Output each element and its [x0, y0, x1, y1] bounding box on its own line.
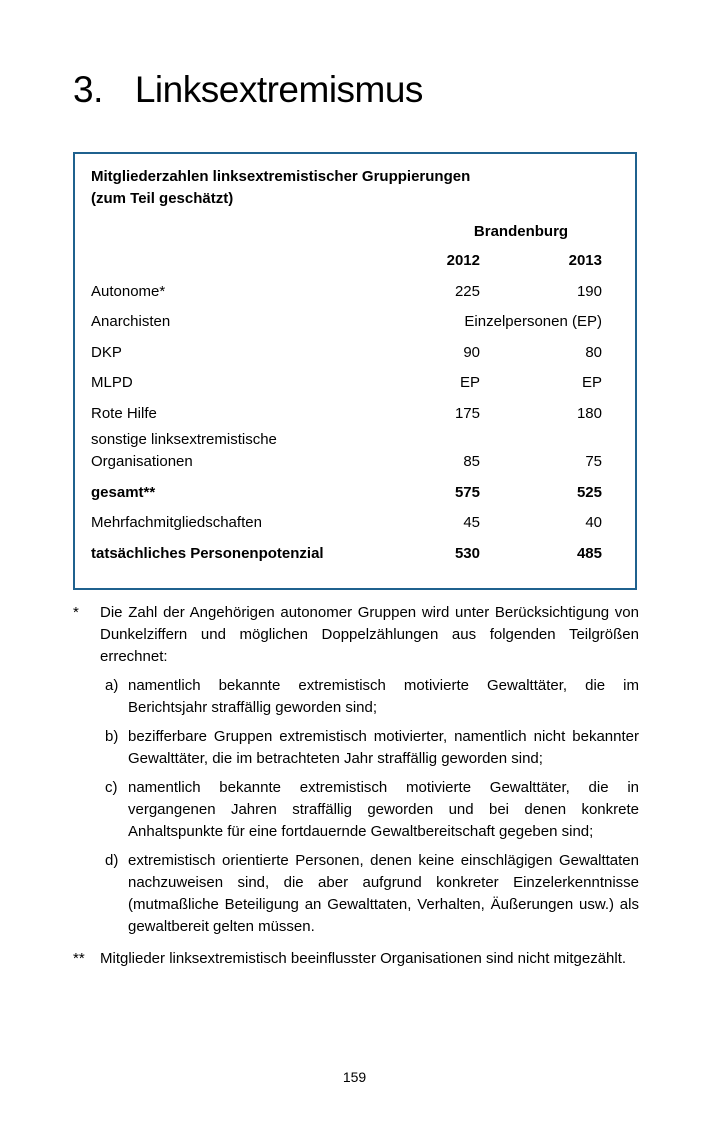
row-label: Rote Hilfe [91, 404, 157, 422]
region-header: Brandenburg [473, 223, 569, 240]
row-label [91, 429, 388, 473]
row-value-2012: 90 [463, 343, 480, 361]
item-marker: d) [105, 852, 119, 869]
row-label-line1: sonstige linksextremistische [91, 430, 277, 448]
item-text: bezifferbare Gruppen extremistisch motivierter, namentlich nicht bekannter Gewalttäter, die im betrachteten Jahr straffällig geworden sind; [128, 728, 639, 767]
row-value-2012: 45 [463, 514, 480, 532]
table-region-row [91, 220, 602, 244]
table-title-line1: Mitgliederzahlen linksextremistischer Gruppierungen [91, 168, 471, 185]
table-body [91, 276, 602, 569]
row-label: Anarchisten [91, 313, 171, 331]
table-year-header-row [91, 250, 602, 272]
row-label: Mehrfachmitgliedschaften [91, 514, 262, 532]
row-value-2013: 75 [585, 452, 602, 470]
table-row-total [91, 477, 602, 508]
row-label: DKP [91, 343, 122, 361]
table-row-total [91, 538, 602, 569]
row-label-line2: Organisationen [91, 452, 193, 470]
item-text: namentlich bekannte extremistisch motivierte Gewalttäter, die im Berichtsjahr straffällig geworden sind; [128, 677, 639, 716]
footnote-marker: * [73, 604, 79, 621]
row-value-2012: 225 [454, 282, 480, 300]
table-row [91, 307, 602, 338]
table-row [91, 429, 602, 477]
year-column-2013: 2013 [568, 252, 602, 269]
footnote-intro: Die Zahl der Angehörigen autonomer Gruppen wird unter Berücksichtigung von Dunkelziffern und möglichen Doppelzählungen aus folgenden Teilgrößen errechnet: [100, 604, 639, 665]
row-value-2013: EP [581, 374, 602, 392]
row-value-2012: 575 [454, 483, 480, 501]
footnote-text: Mitglieder linksextremistisch beeinflusster Organisationen sind nicht mitgezählt. [100, 950, 627, 967]
footnote-item-a [105, 675, 639, 719]
row-value-2013: 525 [576, 483, 602, 501]
row-label: gesamt** [91, 483, 156, 501]
table-row [91, 337, 602, 368]
section-number: 3. [73, 69, 103, 110]
item-marker: b) [105, 728, 119, 745]
row-value-2013: 180 [576, 404, 602, 422]
row-span-value: Einzelpersonen (EP) [464, 313, 602, 331]
table-title [91, 166, 602, 210]
row-value-2012: 175 [454, 404, 480, 422]
footnote-double-star [73, 948, 639, 970]
item-marker: a) [105, 677, 119, 694]
row-value-2013: 190 [576, 282, 602, 300]
table-title-line2: (zum Teil geschätzt) [91, 190, 234, 207]
row-value-2012: EP [459, 374, 480, 392]
item-marker: c) [105, 779, 118, 796]
footnote-item-b [105, 726, 639, 770]
table-row [91, 398, 602, 429]
row-label: MLPD [91, 374, 133, 392]
row-label: tatsächliches Personenpotenzial [91, 544, 324, 562]
footnote-star [73, 602, 639, 938]
row-value-2013: 485 [576, 544, 602, 562]
table-row [91, 508, 602, 539]
page-number: 159 [342, 1069, 367, 1085]
footnote-item-d [105, 850, 639, 938]
row-value-2013: 80 [585, 343, 602, 361]
row-value-2013: 40 [585, 514, 602, 532]
row-label: Autonome* [91, 282, 166, 300]
item-text: extremistisch orientierte Personen, denen keine einschlägigen Gewalttaten nachzuweisen sind, die aber aufgrund konkreter Einzelerkenntnisse (mutmaßliche Beteiligung an Gewalttaten, Verhalten, Äußerungen usw.) als gewaltbereit gelten müssen. [128, 852, 639, 935]
footnote-marker: ** [73, 950, 85, 967]
footnote-item-c [105, 777, 639, 843]
table-row [91, 276, 602, 307]
year-column-2012: 2012 [446, 252, 480, 269]
row-value-2012: 85 [463, 452, 480, 470]
table-row [91, 368, 602, 399]
page-title [73, 71, 423, 108]
section-title: Linksextremismus [134, 69, 423, 110]
row-value-2012: 530 [454, 544, 480, 562]
footnotes-section [73, 602, 639, 970]
item-text: namentlich bekannte extremistisch motivierte Gewalttäter, die in vergangenen Jahren straffällig geworden und bei denen konkrete Anhaltspunkte für eine fortdauernde Gewaltbereitschaft gegeben sind; [128, 779, 639, 840]
members-table-box [73, 152, 637, 590]
